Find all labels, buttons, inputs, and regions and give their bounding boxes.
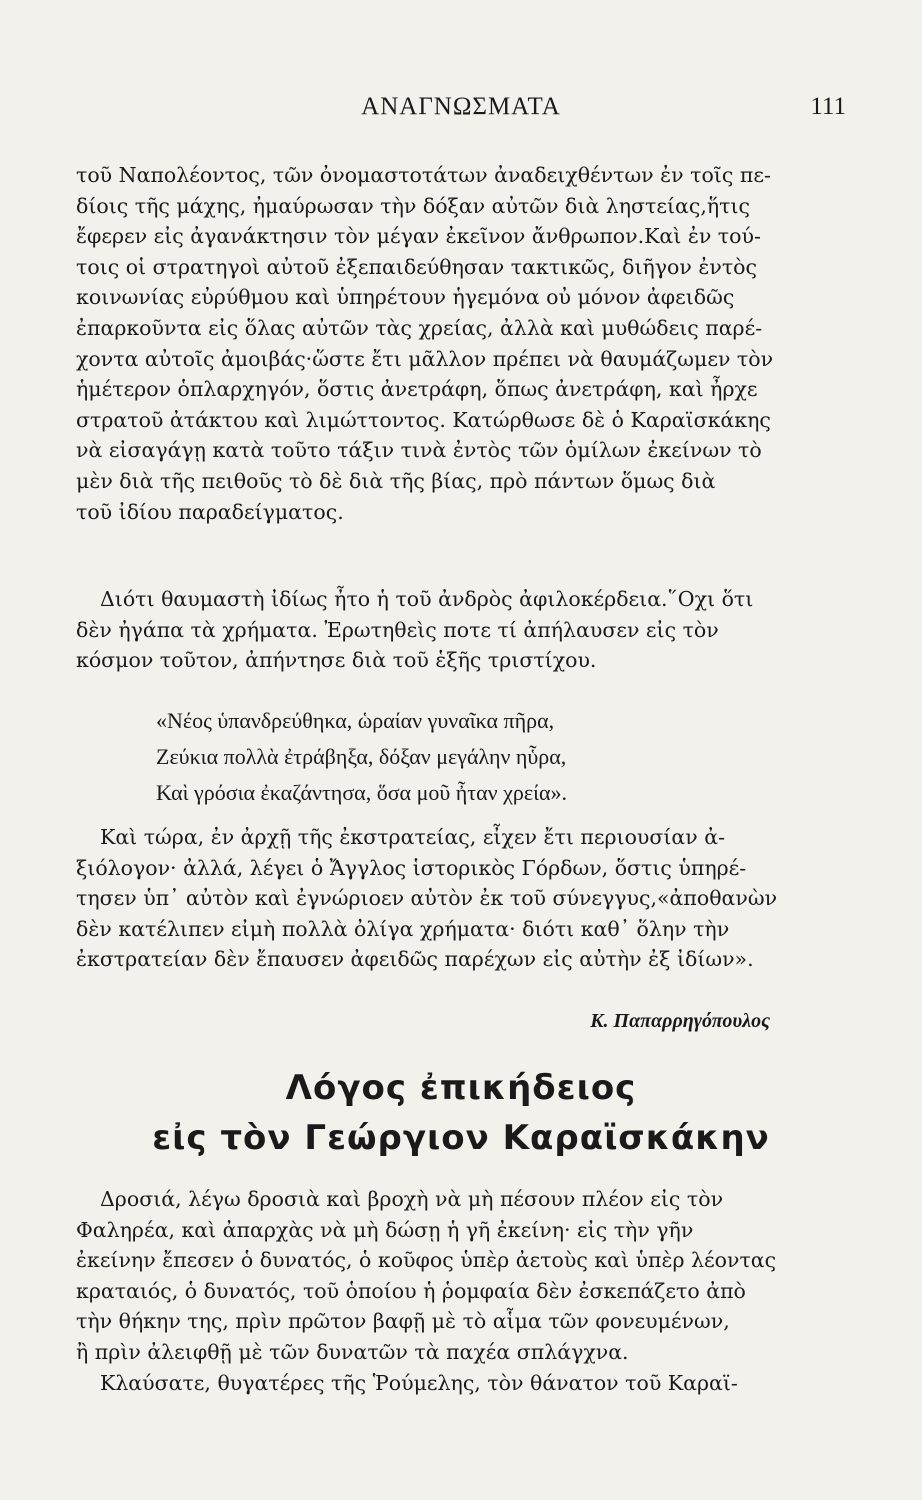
verse-line: Καὶ γρόσια ἐκαζάντησα, ὅσα μοῦ ἦταν χρεία».: [156, 780, 568, 805]
author-signature: Κ. Παπαρρηγόπουλος: [590, 1010, 770, 1032]
page-header: [76, 93, 846, 129]
paragraph-napoleon: [76, 160, 846, 527]
text-line: νὰ εἰσαγάγῃ κατὰ τοῦτο τάξιν τινὰ ἐντὸς τῶν ὁμίλων ἐκείνων τὸ: [76, 438, 762, 463]
section-heading-line1: Λόγος ἐπικήδειος: [285, 1068, 637, 1108]
section-heading-line2: εἰς τὸν Γεώργιον Καραϊσκάκην: [152, 1118, 770, 1158]
text-line: ἐκείνην ἔπεσεν ὁ δυνατός, ὁ κοῦφος ὑπὲρ ἀετοὺς καὶ ὑπὲρ λέοντας: [76, 1248, 777, 1273]
verse-line: Ζεύκια πολλὰ ἐτράβηξα, δόξαν μεγάλην ηὗρα,: [156, 744, 567, 769]
running-title: ΑΝΑΓΝΩΣΜΑΤΑ: [361, 93, 561, 120]
text-line: κόσμον τοῦτον, ἀπήντησε διὰ τοῦ ἑξῆς τριστίχου.: [76, 648, 597, 673]
text-line: Καὶ τώρα, ἐν ἀρχῇ τῆς ἐκστρατείας, εἶχεν ἔτι περιουσίαν ἀ-: [100, 825, 725, 849]
text-line: στρατοῦ ἀτάκτου καὶ λιμώττοντος. Κατώρθωσε δὲ ὁ Καραϊσκάκης: [76, 407, 771, 432]
paragraph-lament: [76, 1368, 846, 1399]
text-line: ἡμέτερον ὁπλαρχηγόν, ὅστις ἀνετράφη, ὅπως ἀνετράφη, καὶ ἦρχε: [76, 377, 758, 402]
paragraph-generosity: [76, 584, 846, 676]
text-line: κοινωνίας εὐρύθμου καὶ ὑπηρέτουν ἡγεμόνα οὐ μόνον ἀφειδῶς: [76, 285, 735, 310]
text-line: ξιόλογον· ἀλλά, λέγει ὁ Ἄγγλος ἱστορικὸς Γόρδων, ὅστις ὑπηρέ-: [76, 855, 747, 880]
text-line: Φαληρέα, καὶ ἀπαρχὰς νὰ μὴ δώσῃ ἡ γῆ ἐκείνη· εἰς τὴν γῆν: [76, 1217, 694, 1242]
text-line: ἢ πρὶν ἀλειφθῇ μὲ τῶν δυνατῶν τὰ παχέα σπλάγχνα.: [76, 1339, 629, 1364]
text-line: δίοις τῆς μάχης, ἠμαύρωσαν τὴν δόξαν αὐτῶν διὰ ληστείας,ἥτις: [76, 193, 750, 218]
text-line: μὲν διὰ τῆς πειθοῦς τὸ δὲ διὰ τῆς βίας, πρὸ πάντων ὅμως διὰ: [76, 468, 716, 493]
text-line: τοῦ Ναπολέοντος, τῶν ὀνομαστοτάτων ἀναδειχθέντων ἐν τοῖς πε-: [76, 163, 771, 187]
text-line: ἔφερεν εἰς ἀγανάκτησιν τὸν μέγαν ἐκεῖνον ἄνθρωπον.Καὶ ἐν τού-: [76, 224, 761, 249]
text-line: τὴν θήκην της, πρὶν πρῶτον βαφῇ μὲ τὸ αἷμα τῶν φονευμένων,: [76, 1309, 730, 1334]
paragraph-eulogy: [76, 1184, 846, 1368]
verse-line: «Νέος ὑπανδρεύθηκα, ὡραίαν γυναῖκα πῆρα,: [156, 708, 555, 733]
text-line: Δροσιά, λέγω δροσιὰ καὶ βροχὴ νὰ μὴ πέσουν πλέον εἰς τὸν: [100, 1187, 724, 1211]
verse-tristich: [156, 703, 756, 811]
text-line: δὲν κατέλιπεν εἰμὴ πολλὰ ὀλίγα χρήματα· διότι καθ᾿ ὅλην τὴν: [76, 916, 730, 941]
text-line: Κλαύσατε, θυγατέρες τῆς Ῥούμελης, τὸν θάνατον τοῦ Καραϊ-: [100, 1371, 738, 1395]
text-line: τοις οἱ στρατηγοὶ αὐτοῦ ἐξεπαιδεύθησαν τακτικῶς, διῆγον ἐντὸς: [76, 254, 757, 279]
paragraph-gordon: [76, 822, 846, 975]
text-line: ἐκστρατείαν δὲν ἔπαυσεν ἀφειδῶς παρέχων εἰς αὐτὴν ἐξ ἰδίων».: [76, 947, 754, 972]
text-line: τοῦ ἰδίου παραδείγματος.: [76, 499, 344, 524]
text-line: ἐπαρκοῦντα εἰς ὅλας αὐτῶν τὰς χρείας, ἀλλὰ καὶ μυθώδεις παρέ-: [76, 315, 763, 340]
text-line: τησεν ὑπ᾿ αὐτὸν καὶ ἐγνώριοεν αὐτὸν ἐκ τοῦ σύνεγγυς,«ἀποθανὼν: [76, 886, 778, 911]
text-line: χοντα αὐτοῖς ἀμοιβάς·ὥστε ἔτι μᾶλλον πρέπει νὰ θαυμάζωμεν τὸν: [76, 346, 774, 371]
page-number: 111: [810, 93, 846, 120]
text-line: Διότι θαυμαστὴ ἰδίως ἦτο ἡ τοῦ ἀνδρὸς ἀφιλοκέρδεια.῞Οχι ὅτι: [100, 587, 754, 611]
text-line: κραταιός, ὁ δυνατός, τοῦ ὁποίου ἡ ῥομφαία δὲν ἐσκεπάζετο ἀπὸ: [76, 1278, 746, 1303]
text-line: δὲν ἠγάπα τὰ χρήματα. Ἐρωτηθεὶς ποτε τί ἀπήλαυσεν εἰς τὸν: [76, 617, 719, 642]
